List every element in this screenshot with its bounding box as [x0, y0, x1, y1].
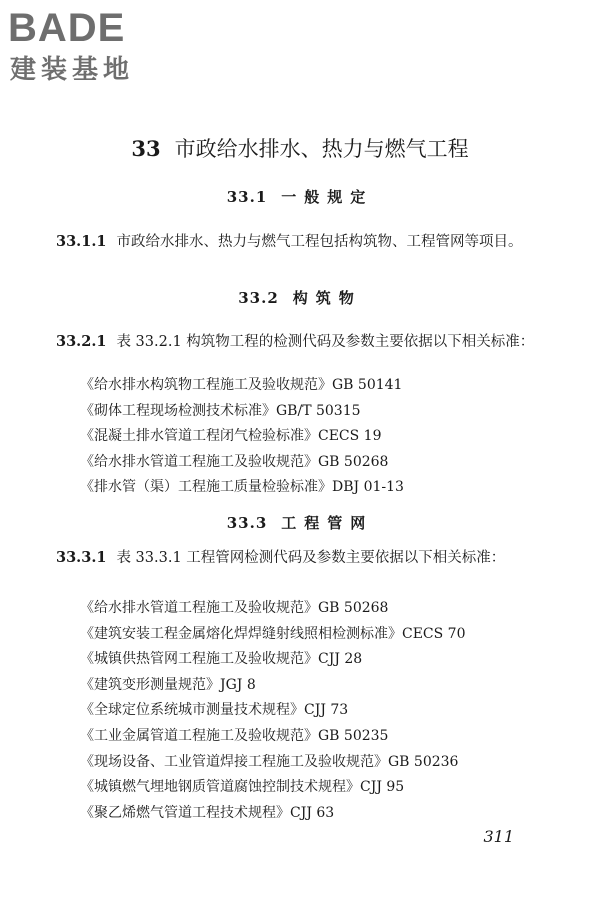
standard-item: 《现场设备、工业管道焊接工程施工及验收规范》GB 50236 [80, 753, 459, 770]
section-title-33-3 [0, 512, 600, 534]
chapter-title [0, 134, 600, 164]
standard-item: 《城镇燃气埋地钢质管道腐蚀控制技术规程》CJJ 95 [80, 779, 405, 796]
section-number: 33.3 [226, 514, 268, 532]
clause-text: 市政给水排水、热力与燃气工程包括构筑物、工程管网等项目。 [116, 234, 523, 250]
chapter-title-text: 市政给水排水、热力与燃气工程 [174, 137, 469, 161]
logo-brand-text: BADE [8, 6, 126, 50]
section-label: 一般规定 [281, 188, 374, 206]
section-label: 构筑物 [292, 289, 362, 307]
section-title-33-2 [0, 287, 600, 309]
standard-item: 《给水排水构筑物工程施工及验收规范》GB 50141 [80, 377, 403, 393]
section-label: 工程管网 [281, 514, 374, 532]
standards-list-33-2 [80, 373, 550, 501]
standard-item: 《给水排水管道工程施工及验收规范》GB 50268 [80, 453, 389, 470]
standard-item: 《砌体工程现场检测技术标准》GB/T 50315 [80, 402, 361, 419]
standard-item: 《全球定位系统城市测量技术规程》CJJ 73 [80, 702, 349, 719]
standard-item: 《给水排水管道工程施工及验收规范》GB 50268 [80, 600, 389, 616]
clause-number: 33.1.1 [56, 233, 107, 250]
standard-item: 《工业金属管道工程施工及验收规范》GB 50235 [80, 727, 389, 744]
clause-number: 33.3.1 [56, 549, 107, 566]
section-title-33-1 [0, 186, 600, 208]
clause-text: 表 33.3.1 工程管网检测代码及参数主要依据以下相关标准： [116, 550, 506, 566]
chapter-number: 33 [131, 136, 161, 161]
standard-item: 《建筑安装工程金属熔化焊焊缝射线照相检测标准》CECS 70 [80, 625, 466, 642]
standard-item: 《聚乙烯燃气管道工程技术规程》CJJ 63 [80, 804, 335, 821]
clause-number: 33.2.1 [56, 333, 107, 350]
page-number: 311 [483, 827, 514, 846]
standards-list-33-3 [80, 596, 550, 826]
section-number: 33.2 [238, 289, 279, 307]
section-number: 33.1 [226, 188, 268, 206]
clause-33-2-1 [56, 329, 556, 355]
clause-33-1-1 [56, 229, 556, 255]
standard-item: 《排水管（渠）工程施工质量检验标准》DBJ 01-13 [80, 479, 404, 496]
clause-text: 表 33.2.1 构筑物工程的检测代码及参数主要依据以下相关标准： [116, 334, 535, 350]
clause-33-3-1 [56, 545, 556, 571]
bade-logo [8, 4, 178, 90]
standard-item: 《城镇供热管网工程施工及验收规范》CJJ 28 [80, 651, 363, 668]
standard-item: 《建筑变形测量规范》JGJ 8 [80, 676, 256, 693]
logo-subtitle: 建装基地 [10, 55, 135, 85]
standard-item: 《混凝土排水管道工程闭气检验标准》CECS 19 [80, 428, 382, 445]
